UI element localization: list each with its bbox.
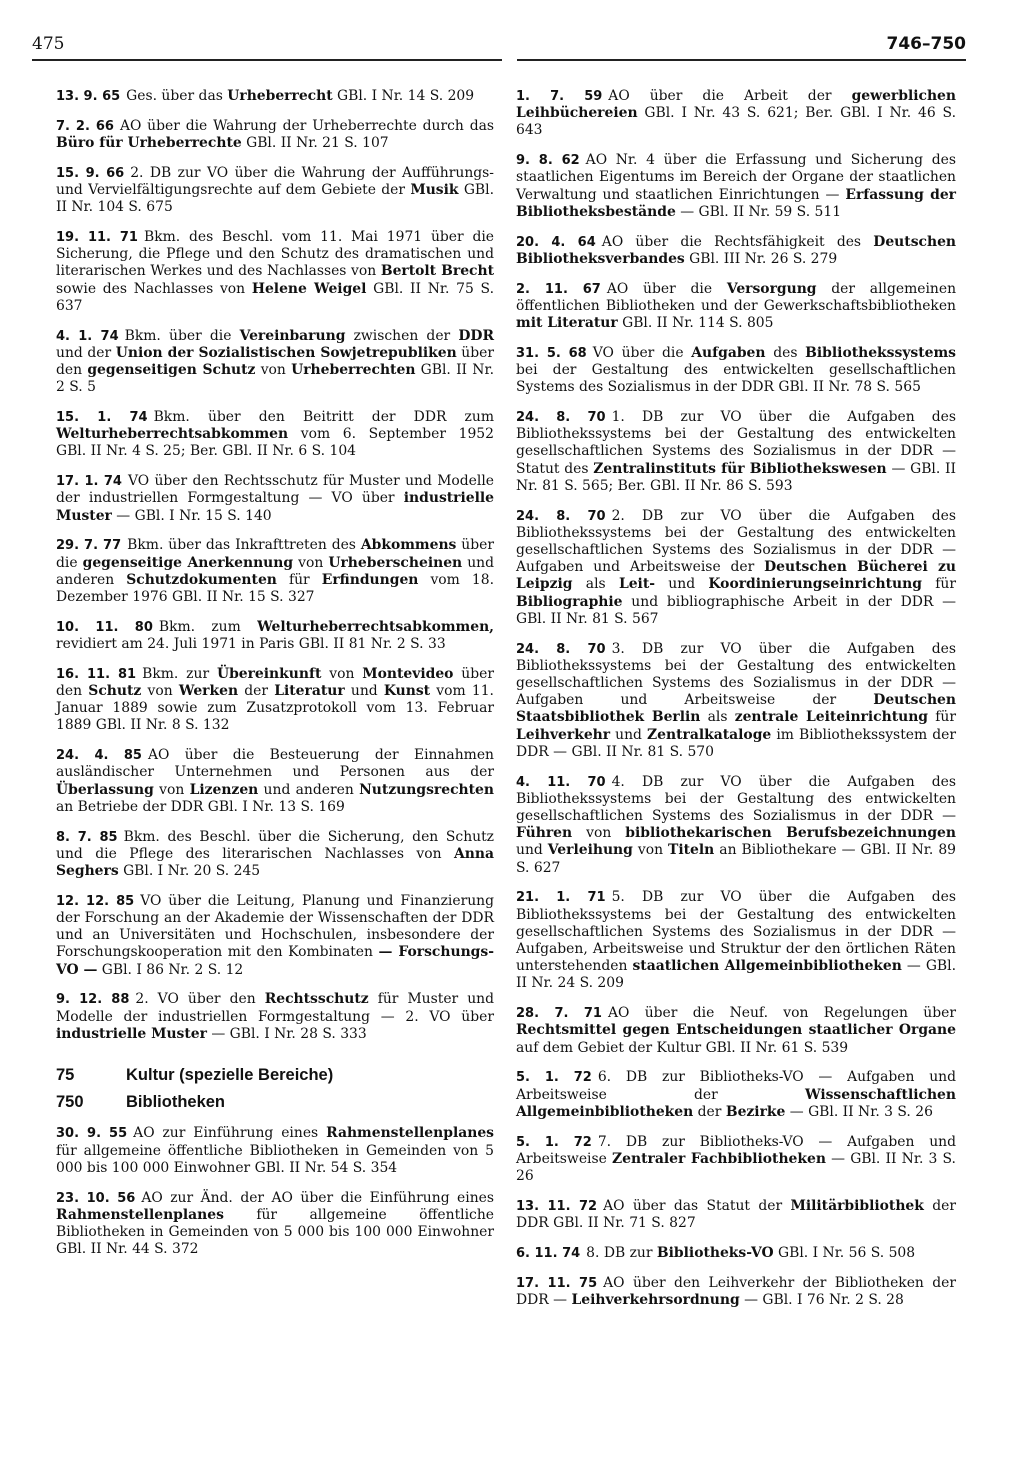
- entry-text: GBl. III Nr. 26 S. 279: [684, 250, 838, 267]
- entry-text: und der: [56, 344, 116, 361]
- entry-text: der: [238, 683, 275, 700]
- entry-text: AO über den Leihverkehr der Bibliotheken der DDR —: [516, 1274, 957, 1308]
- law-entry: [56, 991, 494, 1043]
- entry-text: GBl. II Nr. 114 S. 805: [617, 315, 774, 332]
- entry-text: GBl. II Nr. 21 S. 107: [241, 135, 389, 151]
- law-entry: [516, 889, 956, 992]
- law-entry: [56, 1125, 494, 1177]
- law-entry: [56, 229, 494, 315]
- entry-keyword: Verleihung: [547, 842, 633, 859]
- law-entry: [516, 1198, 956, 1232]
- entry-keyword: industrielle Muster: [56, 1025, 207, 1042]
- entry-keyword: Bibliothekssystems: [805, 344, 956, 361]
- entry-keyword: Bibliographie: [516, 593, 623, 610]
- entry-text: AO zur Änd. der AO über die Einführung eines: [141, 1189, 495, 1206]
- entry-date: 21. 1. 71: [516, 890, 606, 906]
- entry-text: — GBl. I Nr. 28 S. 333: [206, 1025, 367, 1042]
- entry-text: des: [765, 344, 806, 361]
- entry-text: — GBl. I Nr. 15 S. 140: [111, 507, 272, 524]
- entry-text: 4. DB zur VO über die Aufgaben des Bibliothekssystems bei der Gestaltung des entwickelten gesellschaftlichen Systems des Sozialismus in der DDR —: [516, 773, 957, 825]
- entry-text: GBl. II Nr. 104 S. 675: [56, 182, 494, 216]
- entry-text: im Bibliothekssystem der DDR — GBl. II Nr. 81 S. 570: [516, 726, 956, 760]
- entry-text: AO über das Statut der: [603, 1197, 791, 1214]
- entry-text: GBl. I Nr. 14 S. 209: [332, 88, 475, 104]
- entry-text: als: [572, 576, 619, 593]
- entry-date: 1. 7. 59: [516, 89, 603, 104]
- entry-date: 24. 4. 85: [56, 748, 142, 764]
- law-entry: [56, 893, 494, 979]
- entry-text: und anderen: [258, 781, 360, 798]
- entry-text: GBl. I Nr. 56 S. 508: [773, 1244, 916, 1261]
- entry-date: 23. 10. 56: [56, 1190, 136, 1206]
- entry-date: 15. 9. 66: [56, 165, 125, 181]
- entry-text: an Bibliothekare — GBl. II Nr. 89 S. 627: [516, 842, 957, 876]
- entry-text: 3. DB zur VO über die Aufgaben des Bibliothekssystems bei der Gestaltung des entwickelten gesellschaftlichen Systems des Sozialismus in der DDR — Aufgaben und Arbeitsweise der: [516, 640, 957, 709]
- entry-keyword: Helene Weigel: [251, 280, 367, 297]
- entry-text: AO über die Neuf. von Regelungen über: [607, 1005, 956, 1022]
- entry-date: 20. 4. 64: [516, 234, 596, 250]
- law-entry: [56, 473, 494, 525]
- entry-text: VO über die Leitung, Planung und Finanzierung der Forschung an der Akademie der Wissenschaften der DDR und an Universitäten und Hochschulen, insbesondere der Forschungskooperation mit den Kombinaten: [56, 892, 495, 961]
- section-heading-750: [56, 1094, 494, 1111]
- entry-text: — GBl. II Nr. 3 S. 26: [785, 1103, 933, 1120]
- entry-keyword: Union der Sozialistischen Sowjetrepubliken: [115, 344, 457, 361]
- law-entry: [56, 619, 494, 653]
- entry-date: 24. 8. 70: [516, 410, 606, 426]
- entry-text: und: [610, 726, 648, 743]
- entry-text: GBl. I Nr. 20 S. 245: [118, 863, 261, 880]
- entry-keyword: Deutschen Bücherei zu Leipzig: [516, 559, 957, 593]
- entry-date: 28. 7. 71: [516, 1006, 602, 1022]
- entry-date: 24. 8. 70: [516, 641, 606, 657]
- law-entry: [516, 345, 956, 397]
- entry-text: — GBl. II Nr. 81 S. 565; Ber. GBl. II Nr. 86 S. 593: [516, 460, 956, 494]
- law-entry: [516, 1069, 956, 1121]
- entry-keyword: Anna Seghers: [56, 845, 494, 880]
- entry-text: auf dem Gebiet der Kultur GBl. II Nr. 61 S. 539: [516, 1039, 849, 1056]
- entry-keyword: Rechtsmittel gegen Entscheidungen staatlicher Organe: [516, 1022, 956, 1039]
- header-rule-left: [32, 59, 502, 61]
- law-entry: [56, 409, 494, 461]
- entry-keyword: Leit-: [618, 576, 656, 593]
- entry-keyword: industrielle Muster: [56, 490, 494, 524]
- entry-text: vom 11. Januar 1889 sowie zum Zusatzprotokoll vom 13. Februar 1889 GBl. II Nr. 8 S. 132: [56, 683, 494, 734]
- entry-text: bei der Gestaltung des entwickelten gesellschaftlichen Systems des Sozialismus in der DDR GBl. II Nr. 78 S. 565: [516, 362, 956, 396]
- entry-text: für allgemeine öffentliche Bibliotheken in Gemeinden von 5 000 bis 100 000 Einwohner GBl. II Nr. 44 S. 372: [56, 1206, 494, 1258]
- law-entry: [56, 747, 494, 816]
- entry-text: für allgemeine öffentliche Bibliotheken in Gemeinden von 5 000 bis 100 000 Einwohner GBl. II Nr. 54 S. 354: [56, 1142, 494, 1176]
- entry-keyword: Bibliotheks-VO: [656, 1244, 774, 1261]
- entry-date: 7. 2. 66: [56, 118, 114, 134]
- entry-date: 29. 7. 77: [56, 538, 122, 554]
- entry-text: 6. DB zur Bibliotheks-VO — Aufgaben und Arbeitsweise der: [516, 1069, 956, 1103]
- entry-keyword: Erfindungen: [321, 571, 419, 588]
- entry-text: — GBl. II Nr. 3 S. 26: [516, 1150, 956, 1185]
- right-column: [516, 88, 956, 1322]
- law-entry: [516, 1134, 956, 1186]
- entry-text: AO Nr. 4 über die Erfassung und Sicherung des staatlichen Eigentums im Bereich der Organe der staatlichen Verwaltung und staatlichen Einrichtungen —: [516, 152, 956, 203]
- entry-text: der DDR GBl. II Nr. 71 S. 827: [516, 1197, 957, 1232]
- entry-keyword: Titeln: [668, 842, 715, 859]
- page-header: [32, 34, 966, 60]
- entry-text: Bkm. über den Beitritt der DDR zum: [153, 409, 494, 426]
- entry-keyword: Rahmenstellenplanes: [326, 1125, 494, 1142]
- entry-text: 2. DB zur VO über die Aufgaben des Bibliothekssystems bei der Gestaltung des entwickelten gesellschaftlichen Systems des Sozialismus in der DDR — Aufgaben und Arbeitsweise der: [516, 507, 957, 576]
- entry-date: 15. 1. 74: [56, 410, 148, 426]
- entry-text: GBl. II Nr. 2 S. 5: [56, 362, 494, 396]
- entry-text: Ges. über das: [126, 88, 228, 104]
- entry-text: sowie des Nachlasses von: [56, 280, 252, 297]
- entry-keyword: Nutzungsrechten: [359, 781, 494, 798]
- entry-text: GBl. II Nr. 75 S. 637: [56, 280, 494, 314]
- entry-text: und bibliographische Arbeit in der DDR — GBl. II Nr. 81 S. 567: [516, 593, 956, 627]
- entry-text: 1. DB zur VO über die Aufgaben des Bibliothekssystems bei der Gestaltung des entwickelten gesellschaftlichen Systems des Sozialismus in der DDR — Statut des: [516, 409, 957, 477]
- entry-date: 12. 12. 85: [56, 893, 135, 909]
- entry-text: für: [921, 576, 956, 593]
- law-entry: [516, 409, 956, 495]
- entry-text: AO über die Wahrung der Urheberrechte durch das: [119, 117, 494, 134]
- entry-keyword: Bezirke: [725, 1103, 786, 1120]
- law-entry: [516, 281, 956, 333]
- law-entry: [56, 88, 494, 105]
- law-entry: [516, 152, 956, 221]
- entry-keyword: Koordinierungseinrichtung: [708, 576, 922, 593]
- section-title: Bibliotheken: [126, 1093, 226, 1112]
- entry-text: Bkm. über das Inkrafttreten des: [127, 537, 361, 554]
- entry-date: 9. 12. 88: [56, 992, 130, 1008]
- entry-text: vom 6. September 1952 GBl. II Nr. 4 S. 25; Ber. GBl. II Nr. 6 S. 104: [56, 426, 494, 460]
- entry-keyword: Aufgaben: [691, 344, 766, 361]
- entry-date: 5. 1. 72: [516, 1134, 592, 1150]
- entry-keyword: Urheberscheinen: [328, 554, 463, 571]
- entry-text: AO über die Rechtsfähigkeit des: [601, 233, 874, 250]
- entry-keyword: — Forschungs-VO —: [56, 944, 494, 978]
- section-range: 746–750: [886, 34, 966, 54]
- entry-text: — GBl. I 76 Nr. 2 S. 28: [739, 1291, 904, 1308]
- entry-text: VO über die: [592, 344, 692, 361]
- law-entry: [516, 1005, 956, 1057]
- entry-keyword: gewerblichen Leihbüchereien: [516, 88, 956, 122]
- entry-keyword: Rahmenstellenplanes: [56, 1206, 224, 1223]
- entry-keyword: Zentraler Fachbibliotheken: [612, 1150, 826, 1167]
- law-entry: [516, 234, 956, 268]
- entry-text: für: [928, 709, 956, 726]
- section-code: 750: [56, 1093, 84, 1112]
- law-entry: [516, 1275, 956, 1309]
- entry-keyword: Leihverkehr: [516, 726, 611, 743]
- entry-date: 6. 11. 74: [516, 1245, 581, 1261]
- entry-keyword: bibliothekarischen Berufsbezeichnungen: [625, 825, 956, 842]
- left-entry-list-750: [56, 1125, 494, 1258]
- entry-text: GBl. I Nr. 43 S. 621; Ber. GBl. I Nr. 46 S. 643: [516, 105, 956, 139]
- entry-keyword: Urheberrecht: [227, 88, 333, 104]
- entry-text: über den: [56, 344, 494, 379]
- entry-text: VO über den Rechtsschutz für Muster und Modelle der industriellen Formgestaltung — VO über: [56, 473, 494, 507]
- entry-date: 16. 11. 81: [56, 666, 137, 682]
- entry-keyword: Kunst: [383, 683, 431, 700]
- entry-keyword: gegenseitigen Schutz: [87, 362, 256, 379]
- entry-text: zwischen der: [345, 327, 459, 344]
- entry-text: und: [516, 842, 548, 859]
- entry-keyword: Lizenzen: [189, 781, 259, 798]
- entry-keyword: Wissenschaftlichen Allgemeinbibliotheken: [516, 1086, 956, 1120]
- entry-text: als: [700, 709, 735, 726]
- entry-keyword: gegenseitige Anerkennung: [82, 554, 294, 571]
- entry-keyword: Leihverkehrsordnung: [571, 1291, 740, 1308]
- entry-date: 2. 11. 67: [516, 281, 601, 297]
- entry-text: über die: [56, 537, 494, 571]
- entry-text: revidiert am 24. Juli 1971 in Paris GBl. II 81 Nr. 2 S. 33: [56, 636, 446, 653]
- entry-text: Bkm. über die: [124, 327, 240, 344]
- entry-text: an Betriebe der DDR GBl. I Nr. 13 S. 169: [56, 798, 345, 815]
- entry-date: 8. 7. 85: [56, 829, 118, 845]
- entry-date: 17. 11. 75: [516, 1275, 598, 1291]
- entry-date: 4. 11. 70: [516, 774, 606, 790]
- entry-keyword: mit Literatur: [516, 315, 618, 332]
- entry-text: und: [655, 576, 709, 593]
- entry-date: 24. 8. 70: [516, 508, 606, 524]
- entry-text: und anderen: [56, 554, 494, 588]
- entry-date: 4. 1. 74: [56, 328, 119, 344]
- entry-keyword: Büro für Urheberrechte: [56, 135, 242, 151]
- law-entry: [56, 537, 494, 606]
- entry-keyword: Bertolt Brecht: [380, 263, 494, 280]
- entry-text: AO über die Besteuerung der Einnahmen ausländischer Unternehmen und Personen aus der: [56, 747, 494, 781]
- law-entry: [56, 328, 494, 397]
- entry-keyword: Literatur: [274, 683, 345, 700]
- entry-date: 19. 11. 71: [56, 230, 138, 245]
- entry-keyword: staatlichen Allgemeinbibliotheken: [632, 958, 902, 975]
- law-entry: [516, 1245, 956, 1262]
- entry-text: Bkm. zur: [142, 665, 217, 682]
- entry-keyword: Rechtsschutz: [264, 991, 369, 1008]
- entry-text: der: [693, 1103, 726, 1120]
- entry-keyword: Welturheberrechtsabkommen,: [257, 618, 495, 635]
- entry-keyword: zentrale Leiteinrichtung: [734, 709, 929, 726]
- entry-date: 30. 9. 55: [56, 1126, 128, 1142]
- entry-text: von: [255, 362, 292, 379]
- law-entry: [516, 508, 956, 628]
- entry-text: von: [293, 554, 329, 571]
- left-column: [56, 88, 494, 1271]
- entry-text: AO über die Arbeit der: [608, 88, 852, 104]
- entry-text: 5. DB zur VO über die Aufgaben des Bibliothekssystems bei der Gestaltung des entwickelten gesellschaftlichen Systems des Sozialismus in der DDR — Aufgaben, Arbeitsweise und Struktur der den örtlichen Räten unterstehenden: [516, 889, 957, 975]
- entry-text: von: [321, 665, 363, 682]
- entry-date: 5. 1. 72: [516, 1070, 592, 1086]
- entry-date: 13. 11. 72: [516, 1198, 598, 1214]
- entry-keyword: Abkommens: [360, 537, 457, 554]
- entry-text: von: [572, 825, 626, 842]
- law-entry: [56, 165, 494, 217]
- entry-text: und: [344, 683, 384, 700]
- entry-text: 7. DB zur Bibliotheks-VO — Aufgaben und Arbeitsweise: [516, 1133, 956, 1167]
- entry-keyword: Deutschen Staatsbibliothek Berlin: [516, 692, 956, 726]
- header-rule-right: [517, 59, 966, 61]
- law-entry: [56, 829, 494, 881]
- entry-text: der allgemeinen öffentlichen Bibliotheken und der Gewerkschaftsbibliotheken: [516, 280, 957, 314]
- entry-keyword: Welturheberrechtsabkommen: [56, 426, 289, 443]
- entry-text: für: [276, 571, 322, 588]
- law-entry: [516, 641, 956, 761]
- law-entry: [516, 88, 956, 140]
- entry-keyword: Führen: [516, 825, 573, 842]
- law-entry: [56, 666, 494, 735]
- entry-keyword: Musik: [410, 182, 459, 198]
- entry-date: 9. 8. 62: [516, 153, 580, 169]
- entry-text: für Muster und Modelle der industriellen Formgestaltung — 2. VO über: [56, 991, 495, 1025]
- entry-text: von: [141, 683, 179, 700]
- page-number: 475: [32, 34, 65, 54]
- entry-keyword: Montevideo: [362, 665, 454, 682]
- section-heading-75: [56, 1067, 494, 1084]
- entry-date: 13. 9. 65: [56, 89, 121, 104]
- entry-keyword: Deutschen Bibliotheksverbandes: [516, 233, 957, 267]
- entry-text: von: [632, 842, 669, 859]
- entry-text: von: [153, 781, 190, 798]
- entry-keyword: Schutz: [88, 683, 142, 700]
- entry-keyword: Werken: [178, 683, 239, 700]
- entry-date: 31. 5. 68: [516, 345, 587, 361]
- entry-keyword: Überlassung: [56, 781, 154, 798]
- entry-text: vom 18. Dezember 1976 GBl. II Nr. 15 S. 327: [56, 571, 494, 606]
- entry-keyword: Erfassung der Bibliotheksbestände: [516, 186, 956, 220]
- entry-date: 17. 1. 74: [56, 474, 122, 490]
- entry-text: GBl. I 86 Nr. 2 S. 12: [97, 961, 244, 978]
- entry-date: 10. 11. 80: [56, 619, 153, 635]
- entry-keyword: DDR: [458, 327, 494, 344]
- entry-keyword: Übereinkunft: [216, 665, 322, 682]
- entry-keyword: Militärbibliothek: [790, 1197, 924, 1214]
- entry-keyword: Versorgung: [726, 280, 817, 297]
- entry-text: — GBl. II Nr. 24 S. 209: [516, 958, 957, 992]
- entry-keyword: Urheberrechten: [291, 362, 416, 379]
- entry-keyword: Schutzdokumenten: [126, 571, 277, 588]
- law-entry: [56, 1190, 494, 1259]
- right-entry-list: [516, 88, 956, 1309]
- entry-text: AO zur Einführung eines: [133, 1125, 327, 1142]
- law-entry: [56, 118, 494, 152]
- entry-keyword: Vereinbarung: [239, 327, 346, 344]
- law-entry: [516, 774, 956, 877]
- entry-text: Bkm. zum: [158, 618, 258, 635]
- entry-text: über den: [56, 665, 494, 700]
- section-title: Kultur (spezielle Bereiche): [126, 1066, 334, 1085]
- entry-text: — GBl. II Nr. 59 S. 511: [675, 203, 842, 220]
- section-code: 75: [56, 1066, 75, 1085]
- left-entry-list: [56, 88, 494, 1043]
- entry-text: 2. DB zur VO über die Wahrung der Aufführungs- und Vervielfältigungsrechte auf dem Gebiete der: [56, 164, 495, 198]
- entry-text: Bkm. des Beschl. über die Sicherung, den Schutz und die Pflege des literarischen Nachlasses von: [56, 828, 494, 862]
- entry-keyword: Zentralkataloge: [647, 726, 772, 743]
- entry-text: 8. DB zur: [586, 1244, 657, 1261]
- entry-text: AO über die: [606, 280, 727, 297]
- entry-text: Bkm. des Beschl. vom 11. Mai 1971 über die Sicherung, die Pflege und den Schutz des dramatischen und literarischen Werkes und des Nachlasses von: [56, 229, 494, 280]
- entry-keyword: Zentralinstituts für Bibliothekswesen: [593, 460, 887, 477]
- entry-text: 2. VO über den: [135, 991, 265, 1008]
